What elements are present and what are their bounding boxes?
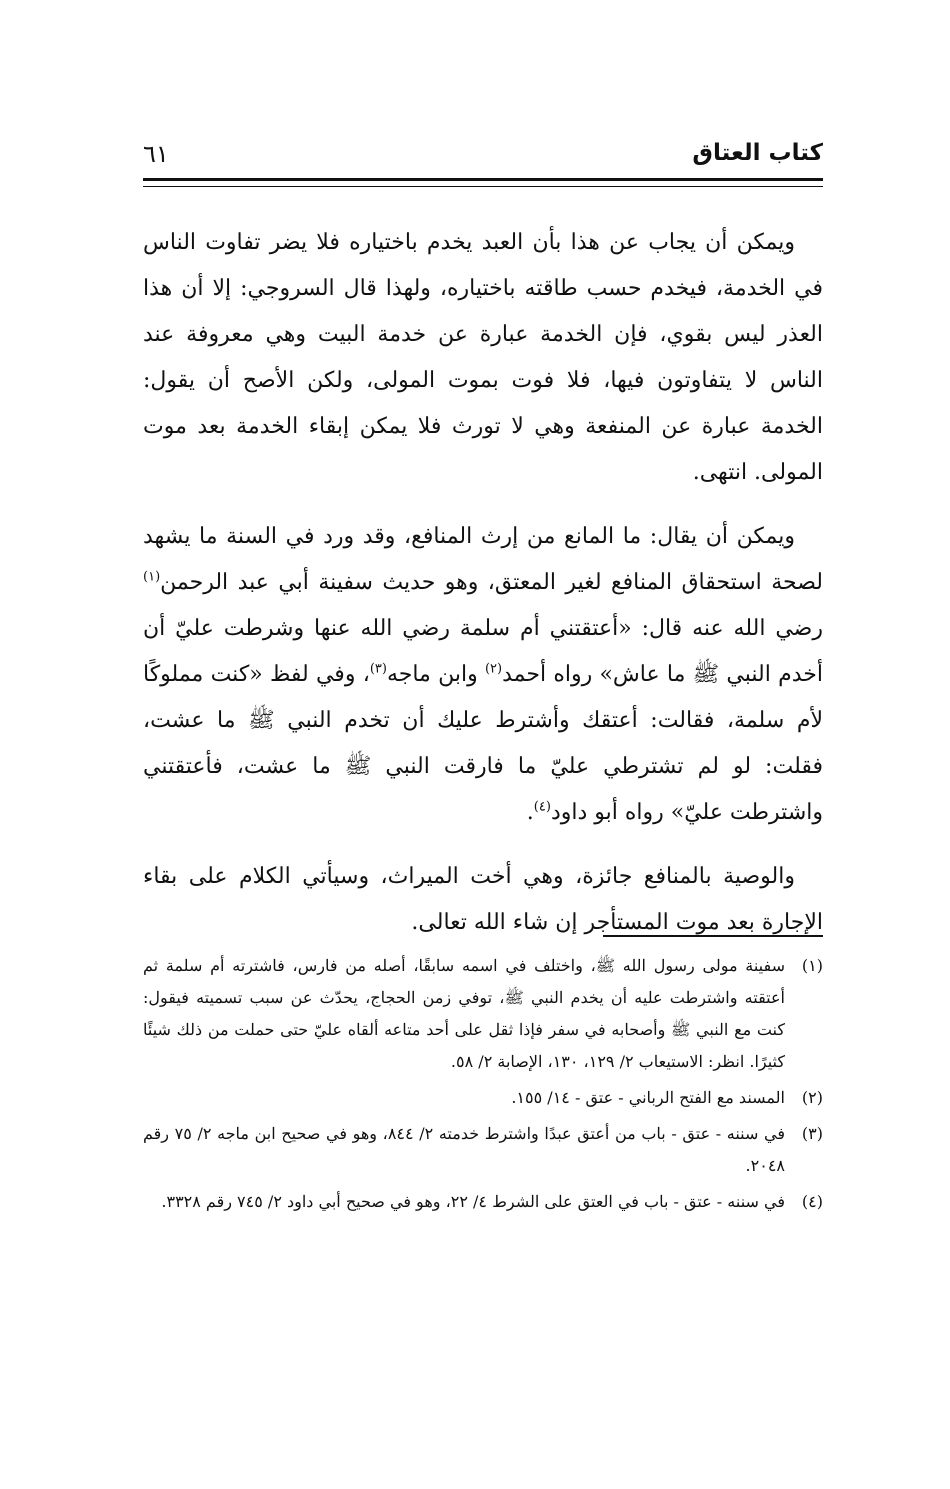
footnote-number: (٣): [801, 1124, 823, 1143]
footnote-4: [143, 1186, 823, 1218]
paragraph-2: [143, 514, 823, 836]
paragraph-2-part-a: ويمكن أن يقال: ما المانع من إرث المنافع، وقد ورد في السنة ما يشهد لصحة استحقاق المنافع لغير المعتق، وهو حديث سفينة أبي عبد الرحمن: [143, 524, 823, 595]
footnote-text: في سننه - عتق - باب في العتق على الشرط ٤/ ٢٢، وهو في صحيح أبي داود ٢/ ٧٤٥ رقم ٣٣٢٨.: [161, 1192, 785, 1211]
paragraph-2-part-e: .: [526, 800, 534, 825]
paragraph-3: والوصية بالمنافع جائزة، وهي أخت الميراث، وسيأتي الكلام على بقاء الإجارة بعد موت المستأجر إن شاء الله تعالى.: [143, 864, 823, 935]
footnote-marker-1: (١): [143, 569, 161, 585]
footnote-text: المسند مع الفتح الرباني - عتق - ١٤/ ١٥٥.: [511, 1088, 785, 1107]
footnote-text: في سننه - عتق - باب من أعتق عبدًا واشترط خدمته ٢/ ٨٤٤، وهو في صحيح ابن ماجه ٢/ ٧٥ رقم ٢٠٤٨.: [143, 1124, 786, 1175]
footnote-separator: [603, 935, 823, 937]
footnote-marker-2: (٢): [484, 661, 503, 677]
footnote-text: سفينة مولى رسول الله ﷺ، واختلف في اسمه سابقًا، أصله من فارس، فاشترته أم سلمة ثم أعتقته واشترطت عليه أن يخدم النبي ﷺ، توفي زمن الحجاج، يحدّث عن سبب تسميته فيقول: كنت مع النبي ﷺ وأصحابه في سفر فإذا ثقل على أحد متاعه ألقاه عليّ حتى حملت من ذلك شيئًا كثيرًا. انظر: الاستيعاب ٢/ ١٢٩، ١٣٠، الإصابة ٢/ ٥٨.: [143, 956, 785, 1071]
page-header: [143, 140, 823, 176]
running-title: كتاب العتاق: [692, 140, 823, 166]
main-text: [143, 220, 823, 964]
paragraph-1: ويمكن أن يجاب عن هذا بأن العبد يخدم باختياره فلا يضر تفاوت الناس في الخدمة، فيخدم حسب طاقته باختياره، ولهذا قال السروجي: إلا أن هذا العذر ليس بقوي، فإن الخدمة عبارة عن خدمة البيت وهي معروفة عند الناس لا يتفاوتون فيها، فلا فوت بموت المولى، ولكن الأصح أن يقول: الخدمة عبارة عن المنفعة وهي لا تورث فلا يمكن إبقاء الخدمة بعد موت المولى. انتهى.: [143, 230, 823, 485]
footnote-marker-4: (٤): [533, 799, 551, 815]
page-number: ٦١: [143, 140, 169, 168]
footnote-1: [143, 950, 823, 1078]
header-rule-thin: [143, 186, 823, 187]
footnote-marker-3: (٣): [369, 661, 387, 677]
footnote-2: [143, 1082, 823, 1114]
header-rule-thick: [143, 178, 823, 181]
footnotes: [143, 950, 823, 1222]
footnote-3: [143, 1118, 823, 1182]
footnote-number: (٤): [801, 1192, 823, 1211]
footnote-number: (١): [801, 956, 823, 975]
paragraph-2-part-c: وابن ماجه: [386, 662, 485, 687]
paragraph-2-part-b: رضي الله عنه قال: «أعتقتني أم سلمة رضي الله عنها وشرطت عليّ أن أخدم النبي ﷺ ما عاش» رواه أحمد: [143, 616, 823, 687]
paragraph-2-part-d: ، وفي لفظ «كنت مملوكًا لأم سلمة، فقالت: أعتقك وأشترط عليك أن تخدم النبي ﷺ ما عشت، فقلت: لو لم تشترطي عليّ ما فارقت النبي ﷺ ما عشت، فأعتقتني واشترطت عليّ» رواه أبو داود: [143, 662, 823, 825]
footnote-number: (٢): [801, 1088, 823, 1107]
